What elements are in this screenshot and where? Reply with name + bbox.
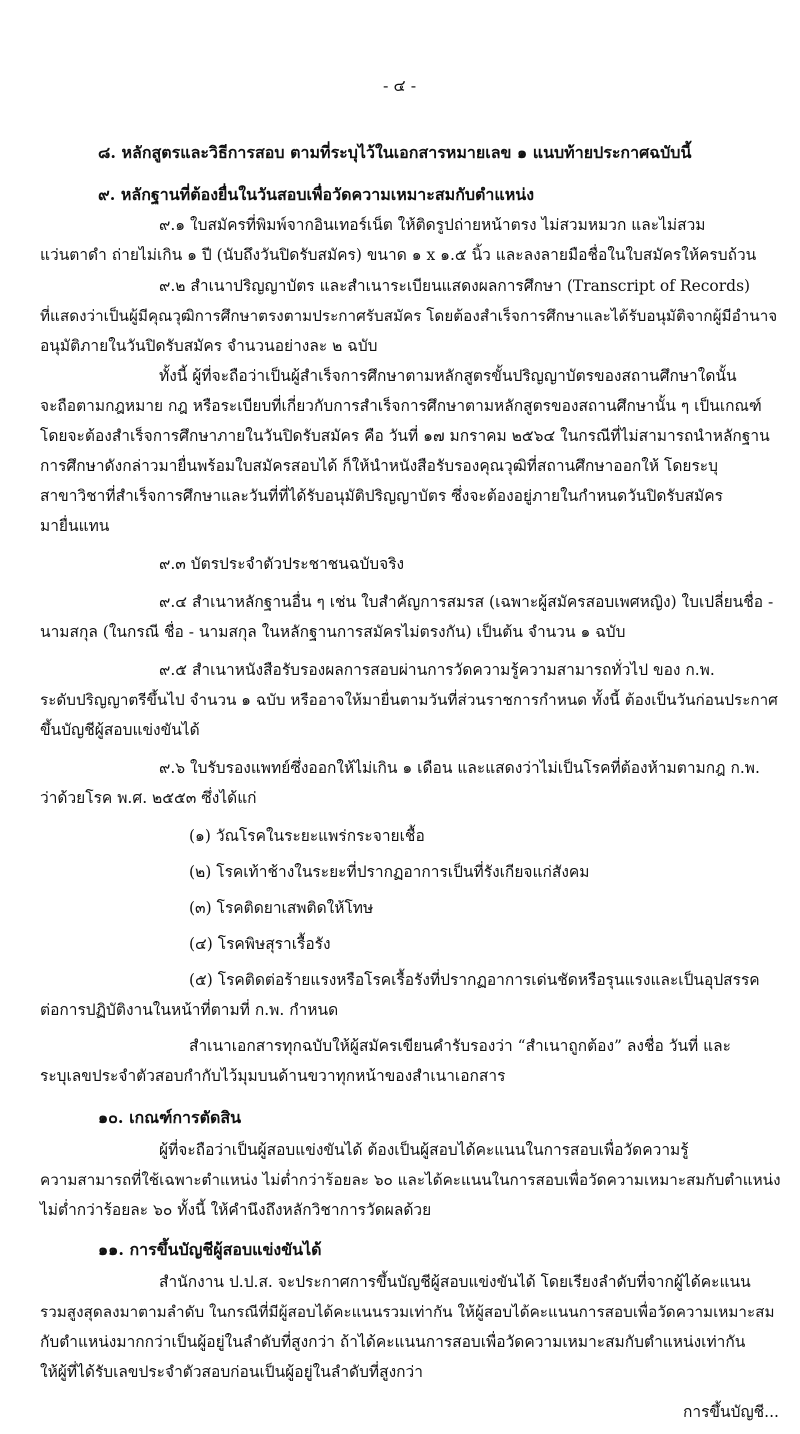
section-11-line-4: ให้ผู้ที่ได้รับเลขประจำตัวสอบก่อนเป็นผู้อยู่ในลำดับที่สูงกว่า [40, 1363, 423, 1381]
para-9-2b-line-4: การศึกษาดังกล่าวมายื่นพร้อมใบสมัครสอบได้ ก็ให้นำหนังสือรับรองคุณวุฒิที่สถานศึกษาออกให้ โดยระบุ [40, 457, 718, 475]
certify-line-1: สำเนาเอกสารทุกฉบับให้ผู้สมัครเขียนคำรับรองว่า “สำเนาถูกต้อง” ลงชื่อ วันที่ และ [189, 1037, 731, 1055]
continuation-note: การขึ้นบัญชี... [683, 1403, 779, 1421]
section-11-heading: ๑๑. การขึ้นบัญชีผู้สอบแข่งขันได้ [98, 1240, 322, 1259]
section-9-heading: ๙. หลักฐานที่ต้องยื่นในวันสอบเพื่อวัดความเหมาะสมกับตำแหน่ง [98, 185, 535, 204]
para-9-4-line-1: ๙.๔ สำเนาหลักฐานอื่น ๆ เช่น ใบสำคัญการสมรส (เฉพาะผู้สมัครสอบเพศหญิง) ใบเปลี่ยนชื่อ - [159, 593, 774, 611]
para-9-2-line-2: ที่แสดงว่าเป็นผู้มีคุณวุฒิการศึกษาตรงตามประกาศรับสมัคร โดยต้องสำเร็จการศึกษาและได้รับอนุมัติจากผู้มีอำนาจ [40, 307, 778, 325]
disease-item-3: (๓) โรคติดยาเสพติดให้โทษ [189, 899, 374, 917]
para-9-3: ๙.๓ บัตรประจำตัวประชาชนฉบับจริง [159, 555, 405, 573]
disease-item-4: (๔) โรคพิษสุราเรื้อรัง [189, 935, 331, 953]
disease-item-2: (๒) โรคเท้าช้างในระยะที่ปรากฏอาการเป็นที่รังเกียจแก่สังคม [189, 863, 590, 881]
para-9-5-line-2: ระดับปริญญาตรีขึ้นไป จำนวน ๑ ฉบับ หรืออาจให้มายื่นตามวันที่ส่วนราชการกำหนด ทั้งนี้ ต้องเป็นวันก่อนประกาศ [40, 691, 778, 709]
para-9-2b-line-6: มายื่นแทน [40, 517, 110, 535]
para-9-2b-line-2: จะถือตามกฎหมาย กฎ หรือระเบียบที่เกี่ยวกับการสำเร็จการศึกษาตามหลักสูตรของสถานศึกษานั้น ๆ เป็นเกณฑ์ [40, 397, 762, 415]
section-10-line-3: ไม่ต่ำกว่าร้อยละ ๖๐ ทั้งนี้ ให้คำนึงถึงหลักวิชาการวัดผลด้วย [40, 1201, 432, 1219]
para-9-5-line-1: ๙.๕ สำเนาหนังสือรับรองผลการสอบผ่านการวัดความรู้ความสามารถทั่วไป ของ ก.พ. [159, 661, 715, 679]
page-number: - ๔ - [383, 76, 417, 95]
para-9-1-line-1: ๙.๑ ใบสมัครที่พิมพ์จากอินเทอร์เน็ต ให้ติดรูปถ่ายหน้าตรง ไม่สวมหมวก และไม่สวม [159, 216, 706, 234]
para-9-2b-line-3: โดยจะต้องสำเร็จการศึกษาภายในวันปิดรับสมัคร คือ วันที่ ๑๗ มกราคม ๒๕๖๔ ในกรณีที่ไม่สามารถนำหลักฐาน [40, 427, 770, 445]
para-9-5-line-3: ขึ้นบัญชีผู้สอบแข่งขันได้ [40, 721, 200, 739]
section-8-heading: ๘. หลักสูตรและวิธีการสอบ ตามที่ระบุไว้ในเอกสารหมายเลข ๑ แนบท้ายประกาศฉบับนี้ [98, 143, 692, 162]
para-9-2b-line-1: ทั้งนี้ ผู้ที่จะถือว่าเป็นผู้สำเร็จการศึกษาตามหลักสูตรขั้นปริญญาบัตรของสถานศึกษาใดนั้น [159, 367, 737, 385]
para-9-6-line-2: ว่าด้วยโรค พ.ศ. ๒๕๕๓ ซึ่งได้แก่ [40, 789, 257, 807]
section-10-heading: ๑๐. เกณฑ์การตัดสิน [98, 1108, 242, 1127]
para-9-4-line-2: นามสกุล (ในกรณี ชื่อ - นามสกุล ในหลักฐานการสมัครไม่ตรงกัน) เป็นต้น จำนวน ๑ ฉบับ [40, 623, 626, 641]
disease-item-5-cont: ต่อการปฏิบัติงานในหน้าที่ตามที่ ก.พ. กำหนด [40, 1001, 339, 1019]
section-10-line-1: ผู้ที่จะถือว่าเป็นผู้สอบแข่งขันได้ ต้องเป็นผู้สอบได้คะแนนในการสอบเพื่อวัดความรู้ [159, 1141, 689, 1159]
section-11-line-1: สำนักงาน ป.ป.ส. จะประกาศการขึ้นบัญชีผู้สอบแข่งขันได้ โดยเรียงลำดับที่จากผู้ได้คะแนน [159, 1273, 751, 1291]
para-9-2-line-3: อนุมัติภายในวันปิดรับสมัคร จำนวนอย่างละ ๒ ฉบับ [40, 337, 378, 355]
section-10-line-2: ความสามารถที่ใช้เฉพาะตำแหน่ง ไม่ต่ำกว่าร้อยละ ๖๐ และได้คะแนนในการสอบเพื่อวัดความเหมาะสมกับตำแหน่ง [40, 1171, 781, 1189]
disease-item-5: (๕) โรคติดต่อร้ายแรงหรือโรคเรื้อรังที่ปรากฏอาการเด่นชัดหรือรุนแรงและเป็นอุปสรรค [189, 971, 760, 989]
para-9-6-line-1: ๙.๖ ใบรับรองแพทย์ซึ่งออกให้ไม่เกิน ๑ เดือน และแสดงว่าไม่เป็นโรคที่ต้องห้ามตามกฎ ก.พ. [159, 759, 760, 777]
disease-item-1: (๑) วัณโรคในระยะแพร่กระจายเชื้อ [189, 827, 425, 845]
section-11-line-3: กับตำแหน่งมากกว่าเป็นผู้อยู่ในลำดับที่สูงกว่า ถ้าได้คะแนนการสอบเพื่อวัดความเหมาะสมกับตำแหน่งเท่ากัน [40, 1333, 746, 1351]
certify-line-2: ระบุเลขประจำตัวสอบกำกับไว้มุมบนด้านขวาทุกหน้าของสำเนาเอกสาร [40, 1067, 506, 1085]
para-9-2-line-1: ๙.๒ สำเนาปริญญาบัตร และสำเนาระเบียนแสดงผลการศึกษา (Transcript of Records) [159, 277, 751, 295]
para-9-2b-line-5: สาขาวิชาที่สำเร็จการศึกษาและวันที่ที่ได้รับอนุมัติปริญญาบัตร ซึ่งจะต้องอยู่ภายในกำหนดวันปิดรับสมัคร [40, 487, 723, 505]
section-11-line-2: รวมสูงสุดลงมาตามลำดับ ในกรณีที่มีผู้สอบได้คะแนนรวมเท่ากัน ให้ผู้สอบได้คะแนนการสอบเพื่อวัดความเหมาะสม [40, 1303, 775, 1321]
para-9-1-line-2: แว่นตาดำ ถ่ายไม่เกิน ๑ ปี (นับถึงวันปิดรับสมัคร) ขนาด ๑ x ๑.๕ นิ้ว และลงลายมือชื่อในใบสมัครให้ครบถ้วน [40, 246, 757, 264]
